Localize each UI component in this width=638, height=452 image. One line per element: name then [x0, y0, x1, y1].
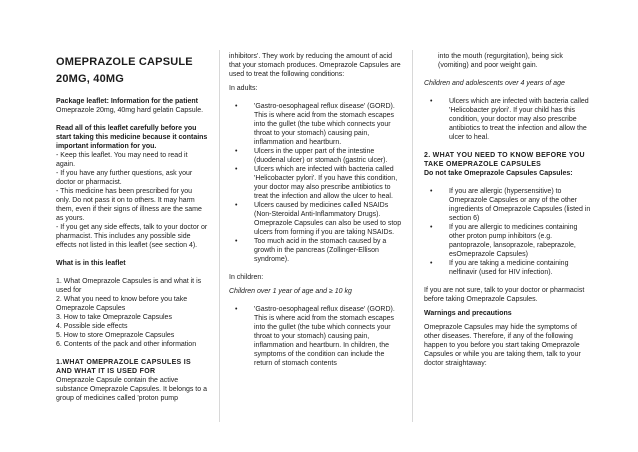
- column-divider-1: [219, 50, 220, 422]
- not-sure-text: If you are not sure, talk to your doctor or pharmacist before taking Omeprazole Capsules.: [424, 287, 585, 303]
- contraindications-list: [424, 187, 592, 277]
- adult-conditions-list: [229, 102, 403, 264]
- read-all-notice: Read all of this leaflet carefully before you start taking this medicine because it contains important information for you.: [56, 125, 208, 150]
- list-item: • If you are allergic to medicines containing other proton pump inhibitors (e.g. pantoprazole, lansoprazole, rabeprazole, esOmeprazole Capsules): [424, 223, 592, 259]
- column-2: [229, 52, 403, 368]
- column-1: [56, 52, 208, 403]
- leaflet-heading: Package leaflet: Information for the patient: [56, 98, 198, 105]
- warnings-heading: Warnings and precautions: [424, 310, 512, 317]
- children-subheading: Children over 1 year of age and ≥ 10 kg: [229, 288, 352, 295]
- section-1-heading: 1.WHAT OMEPRAZOLE CAPSULES IS AND WHAT IT IS USED FOR: [56, 359, 191, 375]
- title-line-1: OMEPRAZOLE CAPSULE: [56, 56, 193, 68]
- title-line-2: 20MG, 40MG: [56, 73, 125, 85]
- toc-item: 4. Possible side effects: [56, 323, 128, 330]
- section-2-heading: 2. WHAT YOU NEED TO KNOW BEFORE YOU TAKE OMEPRAZOLE CAPSULES: [424, 152, 585, 168]
- list-item: • Ulcers which are infected with bacteria called 'Helicobacter pylori'. If you have this condition, your doctor may also prescribe antibiotics to treat the infection and allow the ulcer to heal.: [229, 165, 403, 201]
- column-divider-2: [412, 50, 413, 422]
- do-not-take-heading: Do not take Omeprazole Capsules Capsules:: [424, 170, 573, 177]
- list-item: • Ulcers caused by medicines called NSAIDs (Non-Steroidal Anti-Inflammatory Drugs). Omeprazole Capsules can also be used to stop ulcers from forming if you are taking NSAIDs.: [229, 201, 403, 237]
- list-item: • Too much acid in the stomach caused by a growth in the pancreas (Zollinger-Ellison syndrome).: [229, 237, 403, 264]
- list-item: • Ulcers in the upper part of the intestine (duodenal ulcer) or stomach (gastric ulcer).: [229, 147, 403, 165]
- section-1-body: Omeprazole Capsule contain the active substance Omeprazole Capsules. It belongs to a group of medicines called 'proton pump: [56, 377, 207, 402]
- children-over-4-subheading: Children and adolescents over 4 years of age: [424, 80, 565, 87]
- toc-item: 5. How to store Omeprazole Capsules: [56, 332, 175, 339]
- adults-label: In adults:: [229, 85, 258, 92]
- list-item: • If you are taking a medicine containing nelfinavir (used for HIV infection).: [424, 259, 592, 277]
- toc-heading: What is in this leaflet: [56, 260, 126, 267]
- toc-item: 3. How to take Omeprazole Capsules: [56, 314, 172, 321]
- list-item: • Ulcers which are infected with bacteria called 'Helicobacter pylori'. If your child has this condition, your doctor may also prescribe antibiotics to treat the infection and allow the ulcer to heal.: [424, 97, 592, 142]
- prescribed-line: - This medicine has been prescribed for you only. Do not pass it on to others. It may harm them, even if their signs of illness are the same as yours.: [56, 188, 202, 222]
- children-label: In children:: [229, 274, 264, 281]
- child-conditions-list: [229, 305, 403, 368]
- questions-line: - If you have any further questions, ask your doctor or pharmacist.: [56, 170, 193, 186]
- intro-paragraph: inhibitors'. They work by reducing the amount of acid that your stomach produces. Omeprazole Capsules are used to treat the following conditions:: [229, 53, 401, 78]
- leaflet-subheading: Omeprazole 20mg, 40mg hard gelatin Capsule.: [56, 107, 204, 114]
- list-item: • 'Gastro-oesophageal reflux disease' (GORD). This is where acid from the stomach escapes into the gullet (the tube which connects your throat to your stomach) causing pain, inflammation and heartburn. In children, the symptoms of the condition can include the return of stomach contents: [229, 305, 403, 368]
- children-conditions-list: [424, 97, 592, 142]
- continued-text: into the mouth (regurgitation), being sick (vomiting) and poor weight gain.: [438, 53, 563, 69]
- side-effects-line: - If you get any side effects, talk to your doctor or pharmacist. This includes any possible side effects not listed in this leaflet (see section 4).: [56, 224, 208, 249]
- toc-item: 2. What you need to know before you take Omeprazole Capsules: [56, 296, 188, 312]
- toc-item: 6. Contents of the pack and other information: [56, 341, 197, 348]
- column-3: [424, 52, 592, 368]
- warnings-body: Omeprazole Capsules may hide the symptoms of other diseases. Therefore, if any of the following happen to you before you start taking Omeprazole Capsules or while you are taking them, talk to your doctor straightaway:: [424, 324, 581, 367]
- toc-item: 1. What Omeprazole Capsules is and what it is used for: [56, 278, 202, 294]
- list-item: • If you are allergic (hypersensitive) to Omeprazole Capsules or any of the other ingredients of Omeprazole Capsules (listed in section 6): [424, 187, 592, 223]
- document-title: [56, 54, 208, 88]
- keep-leaflet-line: - Keep this leaflet. You may need to read it again.: [56, 152, 188, 168]
- list-item: • 'Gastro-oesophageal reflux disease' (GORD). This is where acid from the stomach escapes into the gullet (the tube which connects your throat to your stomach) causing pain, inflammation and heartburn.: [229, 102, 403, 147]
